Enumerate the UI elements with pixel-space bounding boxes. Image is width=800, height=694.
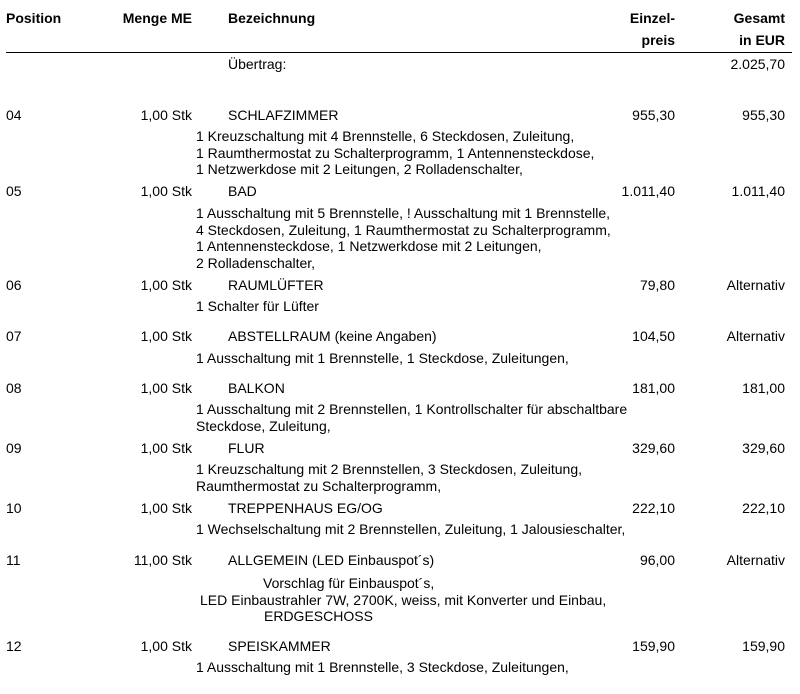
row-gesamt: 181,00: [742, 380, 785, 396]
description-line: 1 Ausschaltung mit 1 Brennstelle, 3 Steckdose, Zuleitungen,: [196, 659, 569, 675]
row-bezeichnung: SCHLAFZIMMER: [228, 107, 339, 123]
description-line: Vorschlag für Einbauspot´s,: [263, 575, 435, 591]
row-einzelpreis: 222,10: [632, 500, 675, 516]
description-line: ERDGESCHOSS: [264, 608, 373, 624]
header-rule: [6, 52, 792, 53]
header-einzelpreis-line2: preis: [641, 32, 675, 48]
row-bezeichnung: TREPPENHAUS EG/OG: [228, 500, 383, 516]
row-gesamt: Alternativ: [726, 328, 785, 344]
row-menge: 1,00 Stk: [140, 328, 192, 344]
uebertrag-value: 2.025,70: [730, 56, 785, 72]
row-position: 09: [6, 440, 22, 456]
row-bezeichnung: BAD: [228, 183, 257, 199]
description-line: 1 Netzwerkdose mit 2 Leitungen, 2 Rolladenschalter,: [196, 161, 523, 177]
description-line: 1 Ausschaltung mit 5 Brennstelle, ! Ausschaltung mit 1 Brennstelle,: [196, 205, 611, 221]
description-line: 2 Rolladenschalter,: [196, 254, 316, 271]
description-line: 1 Kreuzschaltung mit 4 Brennstelle, 6 Steckdosen, Zuleitung,: [196, 128, 575, 144]
description-line: 1 Ausschaltung mit 2 Brennstellen, 1 Kontrollschalter für abschaltbare: [196, 401, 628, 417]
row-menge: 1,00 Stk: [140, 500, 192, 516]
description-line: 1 Wechselschaltung mit 2 Brennstellen, Zuleitung, 1 Jalousieschalter,: [196, 521, 626, 537]
row-description: [196, 298, 319, 315]
row-position: 04: [6, 107, 22, 123]
row-gesamt: 159,90: [742, 638, 785, 654]
row-einzelpreis: 79,80: [639, 277, 675, 293]
row-description: [196, 659, 569, 676]
row-gesamt: 222,10: [742, 500, 785, 516]
description-line: 1 Kreuzschaltung mit 2 Brennstellen, 3 Steckdosen, Zuleitung,: [196, 461, 582, 477]
row-einzelpreis: 181,00: [632, 380, 675, 396]
row-description: [196, 575, 606, 625]
header-gesamt-line1: Gesamt: [733, 10, 785, 26]
row-einzelpreis: 955,30: [632, 107, 675, 123]
row-einzelpreis: 96,00: [639, 552, 675, 568]
row-gesamt: Alternativ: [726, 552, 785, 568]
row-menge: 1,00 Stk: [140, 107, 192, 123]
row-einzelpreis: 104,50: [632, 328, 675, 344]
description-line: 1 Raumthermostat zu Schalterprogramm, 1 Antennensteckdose,: [196, 144, 595, 161]
row-position: 11: [6, 552, 21, 568]
row-bezeichnung: ALLGEMEIN (LED Einbauspot´s): [228, 552, 435, 568]
row-position: 07: [6, 328, 22, 344]
row-description: [196, 128, 594, 178]
header-einzelpreis-line1: Einzel-: [629, 10, 675, 26]
row-description: [196, 205, 611, 271]
row-bezeichnung: RAUMLÜFTER: [228, 277, 324, 293]
row-gesamt: Alternativ: [726, 277, 785, 293]
uebertrag-label: Übertrag:: [228, 56, 287, 72]
row-description: [196, 401, 627, 434]
row-menge: 1,00 Stk: [140, 183, 192, 199]
description-line: Steckdose, Zuleitung,: [196, 417, 331, 434]
row-gesamt: 329,60: [742, 440, 785, 456]
row-description: [196, 461, 582, 494]
row-bezeichnung: ABSTELLRAUM (keine Angaben): [228, 328, 437, 344]
row-einzelpreis: 329,60: [632, 440, 675, 456]
row-gesamt: 955,30: [742, 107, 785, 123]
description-line: Raumthermostat zu Schalterprogramm,: [196, 477, 442, 494]
header-bezeichnung: Bezeichnung: [228, 10, 316, 26]
row-menge: 11,00 Stk: [133, 552, 192, 568]
header-menge: Menge ME: [122, 10, 192, 26]
row-bezeichnung: BALKON: [228, 380, 285, 396]
row-menge: 1,00 Stk: [140, 440, 192, 456]
row-einzelpreis: 159,90: [632, 638, 675, 654]
description-line: 4 Steckdosen, Zuleitung, 1 Raumthermostat zu Schalterprogramm,: [196, 221, 611, 238]
description-line: LED Einbaustrahler 7W, 2700K, weiss, mit Konverter und Einbau,: [200, 591, 607, 608]
description-line: 1 Ausschaltung mit 1 Brennstelle, 1 Steckdose, Zuleitungen,: [196, 350, 569, 366]
row-position: 10: [6, 500, 22, 516]
header-position: Position: [6, 10, 62, 26]
description-line: 1 Antennensteckdose, 1 Netzwerkdose mit 2 Leitungen,: [196, 238, 542, 254]
row-menge: 1,00 Stk: [140, 277, 192, 293]
row-bezeichnung: FLUR: [228, 440, 265, 456]
row-bezeichnung: SPEISKAMMER: [228, 638, 331, 654]
description-line: 1 Schalter für Lüfter: [196, 298, 319, 314]
row-position: 12: [6, 638, 22, 654]
row-position: 06: [6, 277, 22, 293]
row-einzelpreis: 1.011,40: [621, 183, 675, 199]
row-description: [196, 350, 569, 367]
header-gesamt-line2: in EUR: [739, 32, 785, 48]
row-position: 08: [6, 380, 22, 396]
row-menge: 1,00 Stk: [140, 638, 192, 654]
row-position: 05: [6, 183, 22, 199]
row-description: [196, 521, 625, 538]
row-menge: 1,00 Stk: [140, 380, 192, 396]
row-gesamt: 1.011,40: [731, 183, 785, 199]
